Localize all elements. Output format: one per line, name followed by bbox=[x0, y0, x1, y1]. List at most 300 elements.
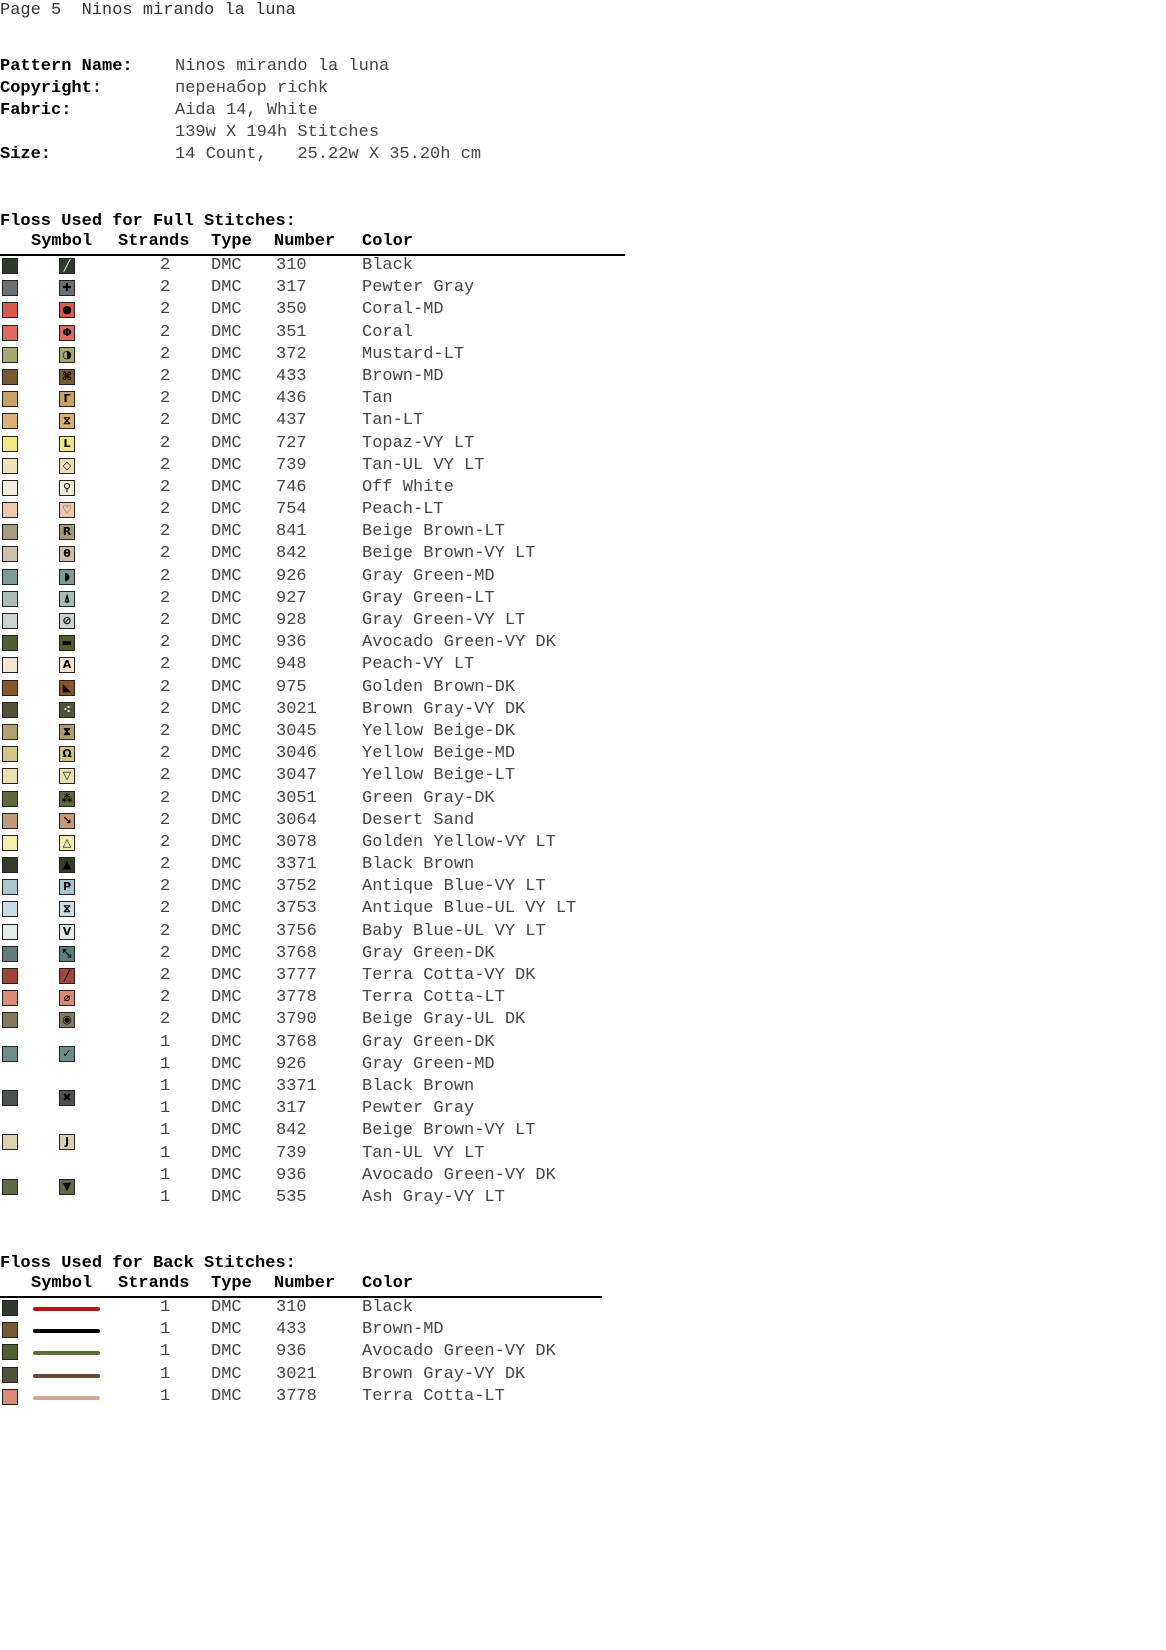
cell-strands: 2 bbox=[160, 832, 171, 852]
cell-number: 3756 bbox=[276, 921, 317, 941]
cell-type: DMC bbox=[211, 1298, 242, 1317]
stitch-symbol-icon: ⁖ bbox=[59, 702, 75, 718]
column-header-symbol: Symbol bbox=[31, 1274, 93, 1293]
table-row bbox=[0, 632, 625, 654]
stitch-symbol-icon: ◑ bbox=[59, 347, 75, 363]
cell-number: 936 bbox=[276, 1165, 307, 1185]
color-swatch bbox=[2, 1367, 18, 1383]
color-swatch bbox=[2, 1389, 18, 1405]
cell-number: 433 bbox=[276, 1320, 307, 1340]
stitch-symbol-icon: A bbox=[59, 657, 75, 673]
cell-number: 926 bbox=[276, 566, 307, 586]
table-row bbox=[0, 610, 625, 632]
cell-strands: 1 bbox=[160, 1187, 171, 1207]
cell-strands: 1 bbox=[160, 1342, 171, 1362]
blend-row bbox=[0, 1120, 625, 1164]
cell-type: DMC bbox=[211, 522, 242, 542]
blend-line bbox=[0, 1054, 625, 1076]
cell-number: 3790 bbox=[276, 1010, 317, 1030]
info-label: Pattern Name: bbox=[0, 57, 133, 76]
cell-color: Mustard-LT bbox=[362, 344, 465, 364]
cell-type: DMC bbox=[211, 1121, 242, 1141]
cell-type: DMC bbox=[211, 477, 242, 497]
stitch-symbol-icon: ▲ bbox=[59, 857, 75, 873]
cell-type: DMC bbox=[211, 1320, 242, 1340]
cell-strands: 2 bbox=[160, 721, 171, 741]
table-row bbox=[0, 1319, 602, 1341]
color-swatch bbox=[2, 857, 18, 873]
stitch-symbol-icon: L bbox=[59, 436, 75, 452]
blend-line bbox=[0, 1187, 625, 1209]
cell-color: Beige Gray-UL DK bbox=[362, 1010, 526, 1030]
cell-type: DMC bbox=[211, 1076, 242, 1096]
column-header-strands: Strands bbox=[118, 232, 190, 251]
cell-number: 927 bbox=[276, 588, 307, 608]
cell-color: Tan bbox=[362, 389, 393, 409]
page-title: Ninos mirando la luna bbox=[81, 1, 296, 20]
color-swatch bbox=[2, 591, 18, 607]
back-stitches-title: Floss Used for Back Stitches: bbox=[0, 1254, 296, 1273]
cell-color: Baby Blue-UL VY LT bbox=[362, 921, 546, 941]
cell-strands: 1 bbox=[160, 1076, 171, 1096]
cell-type: DMC bbox=[211, 943, 242, 963]
color-swatch bbox=[2, 924, 18, 940]
table-row bbox=[0, 521, 625, 543]
stitch-symbol-icon: P bbox=[59, 879, 75, 895]
cell-color: Coral-MD bbox=[362, 300, 444, 320]
cell-type: DMC bbox=[211, 1187, 242, 1207]
cell-strands: 2 bbox=[160, 344, 171, 364]
cell-type: DMC bbox=[211, 1054, 242, 1074]
table-row bbox=[0, 255, 625, 277]
cell-color: Antique Blue-UL VY LT bbox=[362, 899, 577, 919]
table-row bbox=[0, 410, 625, 432]
cell-type: DMC bbox=[211, 744, 242, 764]
table-body bbox=[0, 255, 625, 1209]
back-stitches-table bbox=[0, 1274, 602, 1407]
stitch-symbol-icon: ● bbox=[59, 302, 75, 318]
cell-type: DMC bbox=[211, 366, 242, 386]
column-header-color: Color bbox=[362, 232, 414, 251]
cell-type: DMC bbox=[211, 810, 242, 830]
stitch-symbol-icon: R bbox=[59, 524, 75, 540]
table-row bbox=[0, 1297, 602, 1319]
cell-color: Gray Green-VY LT bbox=[362, 611, 526, 630]
table-header bbox=[0, 1274, 602, 1296]
table-row bbox=[0, 898, 625, 920]
cell-number: 3047 bbox=[276, 766, 317, 786]
stitch-symbol-icon: ✚ bbox=[59, 280, 75, 296]
cell-color: Yellow Beige-LT bbox=[362, 766, 516, 786]
cell-color: Brown-MD bbox=[362, 1320, 444, 1340]
info-value: Ninos mirando la luna bbox=[175, 57, 390, 76]
stitch-symbol-icon: Ω bbox=[59, 746, 75, 762]
column-header-strands: Strands bbox=[118, 1274, 190, 1293]
cell-strands: 1 bbox=[160, 1032, 171, 1052]
cell-strands: 2 bbox=[160, 278, 171, 298]
color-swatch bbox=[2, 458, 18, 474]
cell-number: 3778 bbox=[276, 1386, 317, 1406]
cell-number: 842 bbox=[276, 1121, 307, 1141]
cell-type: DMC bbox=[211, 544, 242, 564]
color-swatch bbox=[2, 569, 18, 585]
cell-type: DMC bbox=[211, 633, 242, 653]
cell-type: DMC bbox=[211, 921, 242, 941]
page-header bbox=[0, 0, 296, 22]
cell-color: Avocado Green-VY DK bbox=[362, 1165, 556, 1185]
info-value: 14 Count, 25.22w X 35.20h cm bbox=[175, 145, 482, 164]
table-row bbox=[0, 477, 625, 499]
color-swatch bbox=[2, 746, 18, 762]
color-swatch bbox=[2, 325, 18, 341]
blend-line bbox=[0, 1143, 625, 1165]
cell-color: Yellow Beige-DK bbox=[362, 721, 516, 741]
cell-type: DMC bbox=[211, 899, 242, 919]
cell-strands: 2 bbox=[160, 389, 171, 409]
cell-type: DMC bbox=[211, 433, 242, 453]
cell-strands: 1 bbox=[160, 1165, 171, 1185]
table-row bbox=[0, 455, 625, 477]
cell-type: DMC bbox=[211, 988, 242, 1008]
blend-line bbox=[0, 1076, 625, 1098]
stitch-symbol-icon: ↘ bbox=[59, 813, 75, 829]
cell-type: DMC bbox=[211, 611, 242, 630]
cell-color: Gray Green-LT bbox=[362, 588, 495, 608]
color-swatch bbox=[2, 835, 18, 851]
color-swatch bbox=[2, 1012, 18, 1028]
cell-number: 739 bbox=[276, 1143, 307, 1163]
stitch-symbol-icon: ♡ bbox=[59, 502, 75, 518]
cell-strands: 2 bbox=[160, 566, 171, 586]
cell-color: Peach-VY LT bbox=[362, 655, 475, 675]
table-row bbox=[0, 788, 625, 810]
cell-strands: 2 bbox=[160, 899, 171, 919]
cell-color: Gray Green-DK bbox=[362, 1032, 495, 1052]
blend-row bbox=[0, 1032, 625, 1076]
color-swatch bbox=[2, 524, 18, 540]
cell-number: 3768 bbox=[276, 1032, 317, 1052]
backstitch-line-icon bbox=[33, 1307, 100, 1311]
cell-number: 3768 bbox=[276, 943, 317, 963]
cell-number: 317 bbox=[276, 278, 307, 298]
color-swatch bbox=[2, 657, 18, 673]
cell-type: DMC bbox=[211, 855, 242, 875]
cell-type: DMC bbox=[211, 677, 242, 697]
cell-strands: 2 bbox=[160, 322, 171, 342]
stitch-symbol-icon: Γ bbox=[59, 391, 75, 407]
blend-line bbox=[0, 1120, 625, 1142]
table-row bbox=[0, 344, 625, 366]
full-stitches-table bbox=[0, 232, 625, 1208]
cell-color: Beige Brown-VY LT bbox=[362, 544, 536, 564]
stitch-symbol-icon: ⍋ bbox=[59, 591, 75, 607]
cell-strands: 2 bbox=[160, 744, 171, 764]
table-body bbox=[0, 1297, 602, 1408]
cell-number: 436 bbox=[276, 389, 307, 409]
stitch-symbol-icon: V bbox=[59, 924, 75, 940]
cell-type: DMC bbox=[211, 455, 242, 475]
column-header-type: Type bbox=[211, 1274, 252, 1293]
cell-type: DMC bbox=[211, 1010, 242, 1030]
cell-strands: 2 bbox=[160, 477, 171, 497]
stitch-symbol-icon: J bbox=[59, 1134, 75, 1150]
table-row bbox=[0, 1364, 602, 1386]
color-swatch bbox=[2, 990, 18, 1006]
cell-strands: 2 bbox=[160, 611, 171, 630]
cell-type: DMC bbox=[211, 256, 242, 275]
info-value: 139w X 194h Stitches bbox=[175, 123, 380, 142]
cell-number: 936 bbox=[276, 633, 307, 653]
column-header-number: Number bbox=[274, 232, 336, 251]
cell-strands: 2 bbox=[160, 433, 171, 453]
cell-number: 3752 bbox=[276, 877, 317, 897]
cell-type: DMC bbox=[211, 699, 242, 719]
cell-type: DMC bbox=[211, 1342, 242, 1362]
cell-strands: 2 bbox=[160, 633, 171, 653]
color-swatch bbox=[2, 613, 18, 629]
info-label: Size: bbox=[0, 145, 52, 164]
cell-strands: 2 bbox=[160, 788, 171, 808]
stitch-symbol-icon: ⁂ bbox=[59, 791, 75, 807]
stitch-symbol-icon: ⚲ bbox=[59, 480, 75, 496]
table-row bbox=[0, 854, 625, 876]
cell-color: Avocado Green-VY DK bbox=[362, 1342, 556, 1362]
cell-type: DMC bbox=[211, 1386, 242, 1406]
stitch-symbol-icon: ⧗ bbox=[59, 724, 75, 740]
blend-line bbox=[0, 1165, 625, 1187]
table-row bbox=[0, 277, 625, 299]
cell-number: 351 bbox=[276, 322, 307, 342]
cell-color: Gray Green-MD bbox=[362, 1054, 495, 1074]
info-label: Fabric: bbox=[0, 101, 72, 120]
color-swatch bbox=[2, 791, 18, 807]
cell-number: 3078 bbox=[276, 832, 317, 852]
stitch-symbol-icon: ⊘ bbox=[59, 613, 75, 629]
color-swatch bbox=[2, 391, 18, 407]
table-row bbox=[0, 366, 625, 388]
table-row bbox=[0, 433, 625, 455]
table-row bbox=[0, 921, 625, 943]
cell-number: 310 bbox=[276, 256, 307, 275]
cell-number: 3021 bbox=[276, 699, 317, 719]
cell-color: Gray Green-DK bbox=[362, 943, 495, 963]
cell-strands: 1 bbox=[160, 1298, 171, 1317]
table-row bbox=[0, 299, 625, 321]
table-row bbox=[0, 943, 625, 965]
cell-number: 3778 bbox=[276, 988, 317, 1008]
table-row bbox=[0, 388, 625, 410]
stitch-symbol-icon: ◇ bbox=[59, 458, 75, 474]
blend-row bbox=[0, 1076, 625, 1120]
color-swatch bbox=[2, 813, 18, 829]
cell-color: Brown Gray-VY DK bbox=[362, 1364, 526, 1384]
cell-type: DMC bbox=[211, 566, 242, 586]
color-swatch bbox=[2, 724, 18, 740]
color-swatch bbox=[2, 369, 18, 385]
stitch-symbol-icon: ⌘ bbox=[59, 369, 75, 385]
table-row bbox=[0, 965, 625, 987]
cell-strands: 2 bbox=[160, 366, 171, 386]
cell-number: 535 bbox=[276, 1187, 307, 1207]
table-row bbox=[0, 721, 625, 743]
cell-number: 3064 bbox=[276, 810, 317, 830]
page-number: Page 5 bbox=[0, 1, 62, 20]
cell-type: DMC bbox=[211, 322, 242, 342]
cell-strands: 2 bbox=[160, 411, 171, 431]
cell-color: Tan-LT bbox=[362, 411, 424, 431]
cell-color: Brown-MD bbox=[362, 366, 444, 386]
cell-color: Gray Green-MD bbox=[362, 566, 495, 586]
color-swatch bbox=[2, 1344, 18, 1360]
cell-number: 928 bbox=[276, 611, 307, 630]
cell-color: Terra Cotta-VY DK bbox=[362, 966, 536, 985]
table-row bbox=[0, 543, 625, 565]
color-swatch bbox=[2, 768, 18, 784]
cell-type: DMC bbox=[211, 655, 242, 675]
table-row bbox=[0, 588, 625, 610]
table-row bbox=[0, 987, 625, 1009]
cell-color: Golden Yellow-VY LT bbox=[362, 832, 556, 852]
cell-type: DMC bbox=[211, 500, 242, 520]
cell-type: DMC bbox=[211, 588, 242, 608]
cell-number: 841 bbox=[276, 522, 307, 542]
color-swatch bbox=[2, 436, 18, 452]
color-swatch bbox=[2, 968, 18, 984]
cell-color: Desert Sand bbox=[362, 810, 475, 830]
cell-color: Topaz-VY LT bbox=[362, 433, 475, 453]
cell-type: DMC bbox=[211, 1099, 242, 1119]
cell-number: 3021 bbox=[276, 1364, 317, 1384]
cell-number: 975 bbox=[276, 677, 307, 697]
cell-color: Off White bbox=[362, 477, 454, 497]
cell-type: DMC bbox=[211, 1165, 242, 1185]
cell-number: 936 bbox=[276, 1342, 307, 1362]
cell-type: DMC bbox=[211, 1143, 242, 1163]
stitch-symbol-icon: ▽ bbox=[59, 768, 75, 784]
cell-type: DMC bbox=[211, 278, 242, 298]
table-row bbox=[0, 743, 625, 765]
cell-color: Brown Gray-VY DK bbox=[362, 699, 526, 719]
cell-number: 317 bbox=[276, 1099, 307, 1119]
stitch-symbol-icon: ⌀ bbox=[59, 990, 75, 1006]
color-swatch bbox=[2, 702, 18, 718]
stitch-symbol-icon: ╱ bbox=[59, 968, 75, 984]
cell-color: Antique Blue-VY LT bbox=[362, 877, 546, 897]
cell-type: DMC bbox=[211, 877, 242, 897]
column-header-color: Color bbox=[362, 1274, 414, 1293]
cell-color: Yellow Beige-MD bbox=[362, 744, 516, 764]
cell-number: 727 bbox=[276, 433, 307, 453]
table-row bbox=[0, 699, 625, 721]
cell-strands: 2 bbox=[160, 500, 171, 520]
cell-color: Avocado Green-VY DK bbox=[362, 633, 556, 653]
backstitch-line-icon bbox=[33, 1329, 100, 1333]
cell-strands: 1 bbox=[160, 1386, 171, 1406]
column-header-number: Number bbox=[274, 1274, 336, 1293]
cell-color: Coral bbox=[362, 322, 414, 342]
cell-color: Peach-LT bbox=[362, 500, 444, 520]
cell-number: 754 bbox=[276, 500, 307, 520]
blend-row bbox=[0, 1165, 625, 1209]
cell-color: Tan-UL VY LT bbox=[362, 1143, 485, 1163]
cell-number: 739 bbox=[276, 455, 307, 475]
stitch-symbol-icon: ⧖ bbox=[59, 413, 75, 429]
cell-number: 437 bbox=[276, 411, 307, 431]
table-row bbox=[0, 499, 625, 521]
cell-number: 3753 bbox=[276, 899, 317, 919]
stitch-symbol-icon: ◉ bbox=[59, 1012, 75, 1028]
color-swatch bbox=[2, 502, 18, 518]
cell-number: 350 bbox=[276, 300, 307, 320]
cell-type: DMC bbox=[211, 766, 242, 786]
backstitch-line-icon bbox=[33, 1351, 100, 1355]
cell-strands: 1 bbox=[160, 1054, 171, 1074]
table-header bbox=[0, 232, 625, 254]
cell-strands: 1 bbox=[160, 1364, 171, 1384]
cell-number: 310 bbox=[276, 1298, 307, 1317]
cell-strands: 2 bbox=[160, 677, 171, 697]
color-swatch bbox=[2, 413, 18, 429]
cell-number: 3045 bbox=[276, 721, 317, 741]
cell-type: DMC bbox=[211, 389, 242, 409]
color-swatch bbox=[2, 946, 18, 962]
cell-color: Pewter Gray bbox=[362, 278, 475, 298]
color-swatch bbox=[2, 879, 18, 895]
cell-color: Beige Brown-LT bbox=[362, 522, 505, 542]
cell-color: Black bbox=[362, 256, 414, 275]
table-row bbox=[0, 1009, 625, 1031]
stitch-symbol-icon: ▼ bbox=[59, 1179, 75, 1195]
stitch-symbol-icon: ◗ bbox=[59, 569, 75, 585]
cell-strands: 1 bbox=[160, 1099, 171, 1119]
full-stitches-title: Floss Used for Full Stitches: bbox=[0, 212, 296, 231]
color-swatch bbox=[2, 480, 18, 496]
backstitch-line-icon bbox=[33, 1374, 100, 1378]
table-row bbox=[0, 322, 625, 344]
color-swatch bbox=[2, 258, 18, 274]
color-swatch bbox=[2, 280, 18, 296]
cell-color: Golden Brown-DK bbox=[362, 677, 516, 697]
stitch-symbol-icon: θ bbox=[59, 546, 75, 562]
cell-number: 3777 bbox=[276, 966, 317, 985]
table-row bbox=[0, 832, 625, 854]
color-swatch bbox=[2, 635, 18, 651]
cell-color: Beige Brown-VY LT bbox=[362, 1121, 536, 1141]
cell-strands: 2 bbox=[160, 544, 171, 564]
table-row bbox=[0, 765, 625, 787]
stitch-symbol-icon: ▬ bbox=[59, 635, 75, 651]
cell-color: Pewter Gray bbox=[362, 1099, 475, 1119]
color-swatch bbox=[2, 901, 18, 917]
cell-strands: 1 bbox=[160, 1121, 171, 1141]
cell-strands: 2 bbox=[160, 988, 171, 1008]
cell-number: 3371 bbox=[276, 855, 317, 875]
cell-strands: 2 bbox=[160, 256, 171, 275]
cell-type: DMC bbox=[211, 1364, 242, 1384]
color-swatch bbox=[2, 347, 18, 363]
cell-strands: 2 bbox=[160, 855, 171, 875]
cell-type: DMC bbox=[211, 1032, 242, 1052]
cell-color: Black bbox=[362, 1298, 414, 1317]
table-row bbox=[0, 810, 625, 832]
cell-color: Green Gray-DK bbox=[362, 788, 495, 808]
cell-strands: 2 bbox=[160, 943, 171, 963]
cell-number: 3371 bbox=[276, 1076, 317, 1096]
stitch-symbol-icon: ⧖ bbox=[59, 901, 75, 917]
table-row bbox=[0, 654, 625, 676]
info-value: перенабор richk bbox=[175, 79, 329, 98]
blend-line bbox=[0, 1032, 625, 1054]
